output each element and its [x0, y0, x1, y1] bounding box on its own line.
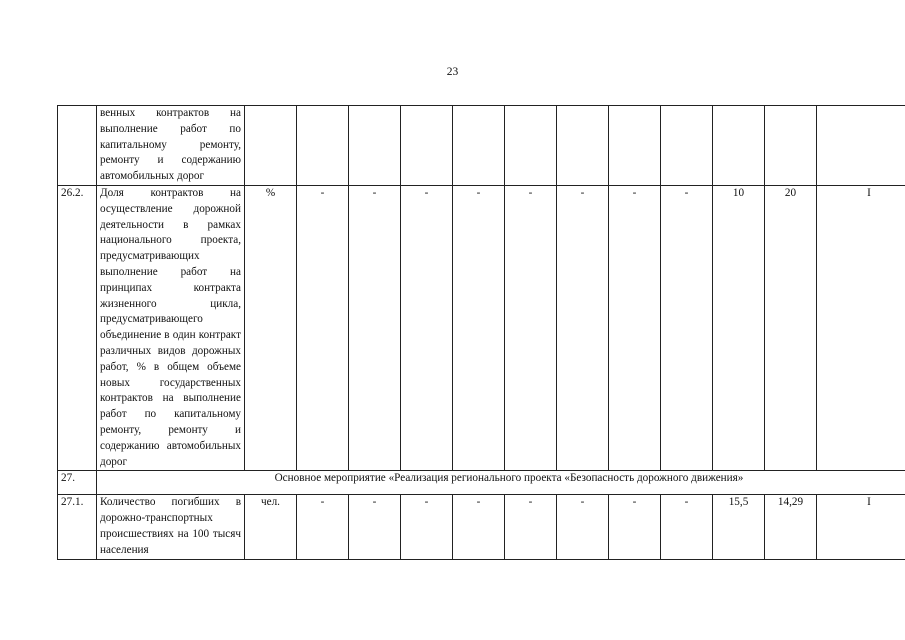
indicator-name: Доля контрактов на осуществление дорожной деятельности в рамках национального проекта, предусматривающих выполнение работ на принципах контракта жизненного цикла, предусматривающего объединение в один контракт различных видов дорожных работ, % в общем объеме новых государственных контрактов на выполнение работ по капитальному ремонту, ремонту и содержанию автомобильных дорог — [97, 186, 245, 471]
value-cell: - — [349, 495, 401, 559]
value-cell — [557, 106, 609, 186]
unit-cell — [245, 106, 297, 186]
table-row — [58, 495, 905, 559]
value-cell — [505, 106, 557, 186]
value-cell: - — [453, 186, 505, 471]
unit-cell: % — [245, 186, 297, 471]
value-cell: 20 — [765, 186, 817, 471]
value-cell — [713, 106, 765, 186]
value-cell: - — [557, 186, 609, 471]
source-cell: I — [817, 495, 905, 559]
row-number: 26.2. — [58, 186, 97, 471]
table-row — [58, 186, 905, 471]
value-cell: - — [297, 186, 349, 471]
row-number: 27.1. — [58, 495, 97, 559]
value-cell: - — [401, 186, 453, 471]
value-cell: 15,5 — [713, 495, 765, 559]
page-number: 23 — [446, 66, 459, 78]
source-cell — [817, 106, 905, 186]
value-cell — [297, 106, 349, 186]
value-cell: - — [401, 495, 453, 559]
value-cell: 14,29 — [765, 495, 817, 559]
value-cell: - — [609, 186, 661, 471]
value-cell — [349, 106, 401, 186]
indicators-table — [57, 105, 905, 560]
value-cell — [609, 106, 661, 186]
section-heading: Основное мероприятие «Реализация регионального проекта «Безопасность дорожного движения» — [97, 471, 905, 495]
value-cell: - — [661, 186, 713, 471]
value-cell: - — [505, 186, 557, 471]
indicator-name: венных контрактов на выполнение работ по капитальному ремонту, ремонту и содержанию автомобильных дорог — [97, 106, 245, 186]
row-number — [58, 106, 97, 186]
unit-cell: чел. — [245, 495, 297, 559]
value-cell: - — [661, 495, 713, 559]
table-row — [58, 106, 905, 186]
value-cell: - — [297, 495, 349, 559]
value-cell — [765, 106, 817, 186]
value-cell: - — [609, 495, 661, 559]
value-cell — [661, 106, 713, 186]
value-cell: - — [557, 495, 609, 559]
value-cell: - — [349, 186, 401, 471]
value-cell: - — [505, 495, 557, 559]
value-cell: 10 — [713, 186, 765, 471]
value-cell: - — [453, 495, 505, 559]
indicator-name: Количество погибших в дорожно-транспортных происшествиях на 100 тысяч населения — [97, 495, 245, 559]
source-cell: I — [817, 186, 905, 471]
value-cell — [453, 106, 505, 186]
value-cell — [401, 106, 453, 186]
table-row — [58, 471, 905, 495]
row-number: 27. — [58, 471, 97, 495]
